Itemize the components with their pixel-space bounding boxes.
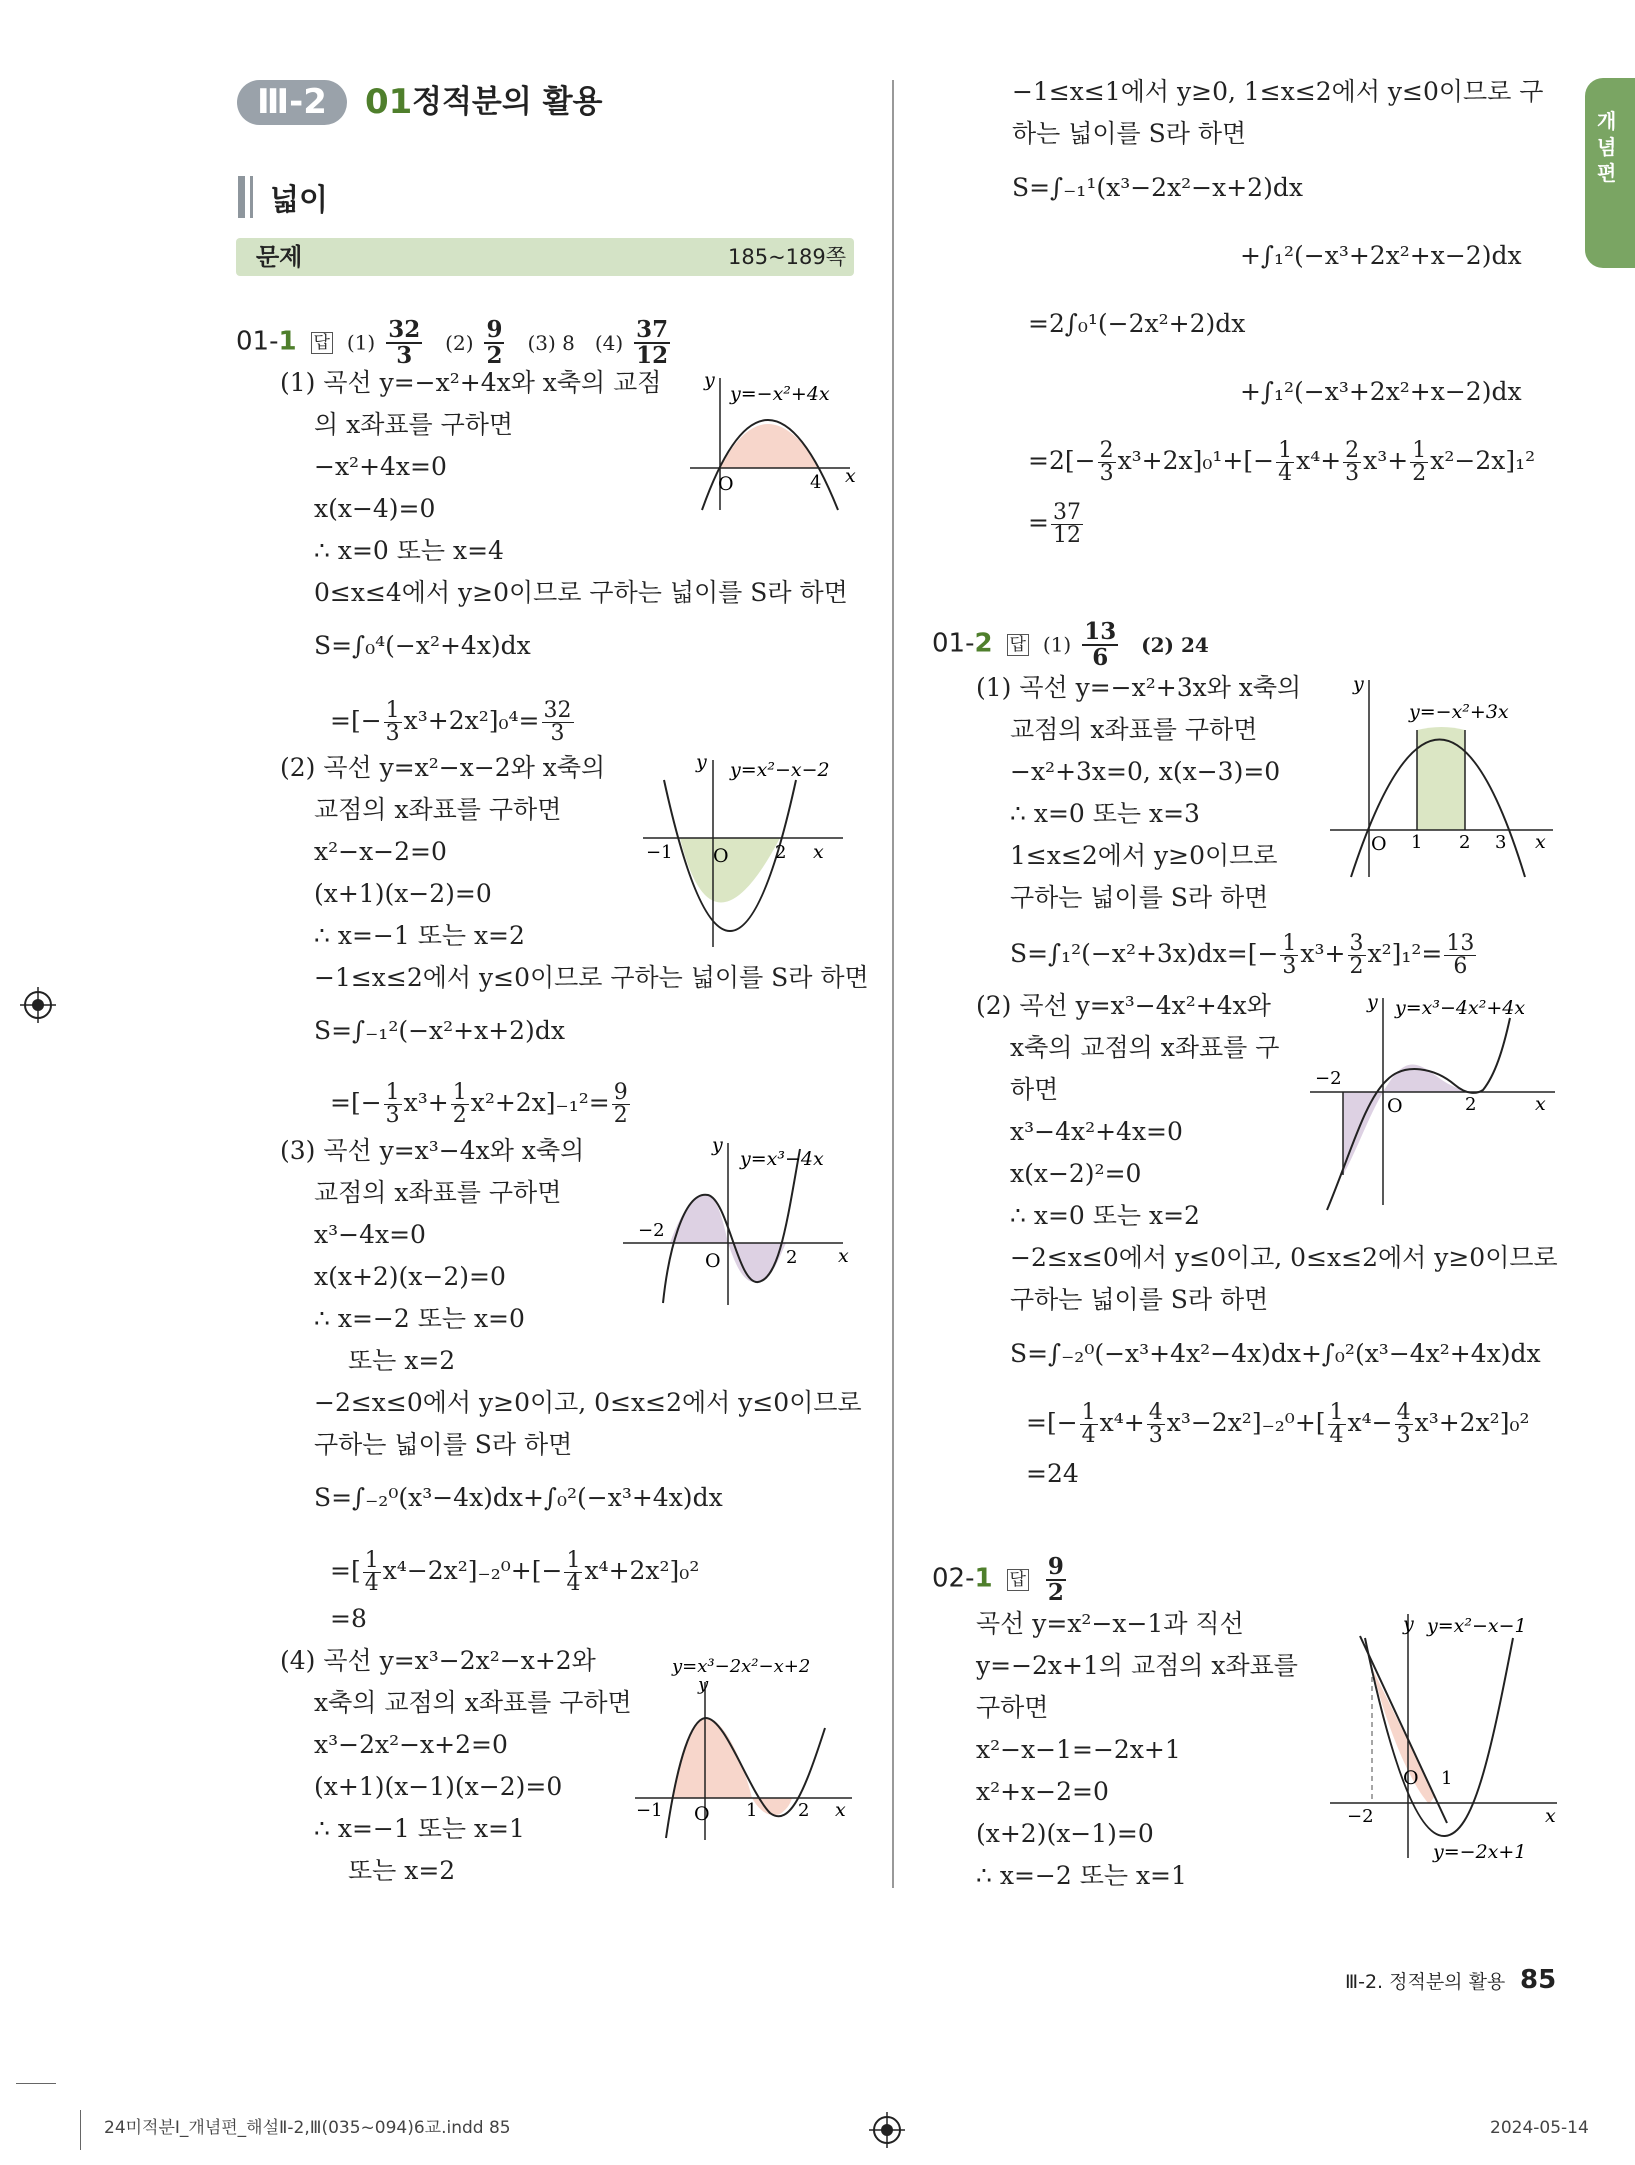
problem-01-1-header: 01-1 답 (1) $\frac{32}{3}$ (2) $\frac{9}{2}$ (3) 8 (4) $\frac{37}{12}$ — [236, 316, 669, 369]
solution-text: (4) 곡선 y=x³−2x²−x+2와 — [280, 1646, 596, 1675]
solution-text: (1) 곡선 y=−x²+4x와 x축의 교점 — [280, 368, 662, 397]
tick-label: 2 — [1459, 832, 1471, 853]
solution-text: (1) 곡선 y=−x²+3x와 x축의 — [976, 673, 1302, 702]
solution-equation: S=∫₀⁴(−x²+4x)dx — [314, 631, 531, 660]
graph-02-1 — [1325, 1608, 1570, 1873]
tick-label: 2 — [798, 1800, 810, 1821]
solution-result: =8 — [330, 1604, 367, 1633]
graph-01-2-2 — [1305, 990, 1565, 1215]
problem-bar-label: 문제 — [256, 243, 303, 271]
problem-bar-pages: 185~189쪽 — [728, 245, 847, 269]
solution-text: x축의 교점의 x좌표를 구하면 — [314, 1688, 632, 1717]
tick-label: 2 — [775, 842, 787, 863]
solution-text: ∴ x=0 또는 x=2 — [1010, 1201, 1200, 1230]
solution-text: 곡선 y=x²−x−1과 직선 — [976, 1609, 1244, 1638]
solution-text: (2) 곡선 y=x²−x−2와 x축의 — [280, 753, 606, 782]
origin-label: O — [718, 473, 734, 495]
section-marker-thin — [250, 176, 253, 218]
solution-text: 구하는 넓이를 S라 하면 — [1010, 1285, 1269, 1314]
tick-label: −1 — [636, 1800, 663, 1821]
origin-label: O — [1387, 1095, 1403, 1117]
solution-text: (x+2)(x−1)=0 — [976, 1819, 1154, 1848]
solution-text: 0≤x≤4에서 y≥0이므로 구하는 넓이를 S라 하면 — [314, 578, 848, 607]
solution-result: = $\frac{37}{12}$ — [1028, 500, 1081, 548]
tick-label: 3 — [1495, 832, 1507, 853]
solution-equation: S=∫₋₁¹(x³−2x²−x+2)dx — [1012, 173, 1303, 202]
solution-text: 하는 넓이를 S라 하면 — [1012, 119, 1247, 148]
axis-label: x — [1535, 1093, 1546, 1115]
solution-text: (x+1)(x−1)(x−2)=0 — [314, 1772, 563, 1801]
tick-label: −1 — [646, 842, 673, 863]
tick-label: 1 — [1441, 1768, 1453, 1789]
curve-label: y=x²−x−2 — [730, 759, 830, 781]
solution-text: (2) 곡선 y=x³−4x²+4x와 — [976, 991, 1271, 1020]
curve-label: y=x³−2x²−x+2 — [672, 1656, 811, 1677]
solution-equation: S=∫₁²(−x²+3x)dx=[− $\frac{1}{3}$ x³+ $\frac{3}{2}$ x²]₁²= $\frac{13}{6}$ — [1010, 931, 1475, 979]
origin-label: O — [705, 1250, 721, 1272]
axis-label: y — [696, 751, 707, 773]
solution-text: x³−4x²+4x=0 — [1010, 1117, 1183, 1146]
solution-text: ∴ x=−2 또는 x=0 — [314, 1304, 525, 1333]
solution-text: −x²+3x=0, x(x−3)=0 — [1010, 757, 1281, 786]
solution-text: x(x−2)²=0 — [1010, 1159, 1142, 1188]
graph-01-1-2 — [638, 752, 858, 952]
solution-text: −1≤x≤2에서 y≤0이므로 구하는 넓이를 S라 하면 — [314, 963, 869, 992]
solution-text: −1≤x≤1에서 y≥0, 1≤x≤2에서 y≤0이므로 구 — [1012, 77, 1544, 106]
solution-result: =24 — [1026, 1459, 1079, 1488]
solution-equation: +∫₁²(−x³+2x²+x−2)dx — [1240, 377, 1522, 406]
solution-text: y=−2x+1의 교점의 x좌표를 — [976, 1651, 1298, 1680]
origin-label: O — [1403, 1767, 1419, 1789]
solution-equation: S=∫₋₂⁰(x³−4x)dx+∫₀²(−x³+4x)dx — [314, 1483, 723, 1512]
registration-mark-icon — [18, 985, 58, 1025]
curve-label: y=x³−4x²+4x — [1395, 997, 1526, 1019]
tick-label: −2 — [1315, 1068, 1342, 1089]
solution-text: x(x+2)(x−2)=0 — [314, 1262, 506, 1291]
solution-text: 구하면 — [976, 1693, 1049, 1722]
axis-label: x — [838, 1245, 849, 1267]
solution-equation: =[− $\frac{1}{3}$ x³+ $\frac{1}{2}$ x²+2x]₋₁²= $\frac{9}{2}$ — [330, 1080, 628, 1128]
origin-label: O — [1371, 833, 1387, 855]
solution-text: x²+x−2=0 — [976, 1777, 1109, 1806]
tick-label: 2 — [786, 1247, 798, 1268]
solution-text: x축의 교점의 x좌표를 구 — [1010, 1033, 1280, 1062]
curve-label: y=x³−4x — [740, 1148, 824, 1170]
curve-label: y=−x²+4x — [730, 383, 830, 405]
curve-label: y=−x²+3x — [1409, 701, 1509, 723]
solution-text: −2≤x≤0에서 y≥0이고, 0≤x≤2에서 y≤0이므로 — [314, 1388, 862, 1417]
solution-text: x³−4x=0 — [314, 1220, 426, 1249]
tick-label: 1 — [1411, 832, 1423, 853]
print-slug-date: 2024-05-14 — [1490, 2118, 1589, 2138]
solution-text: 의 x좌표를 구하면 — [314, 410, 514, 439]
axis-label: x — [845, 465, 856, 487]
axis-label: y — [1403, 1613, 1414, 1635]
origin-label: O — [694, 1803, 710, 1825]
solution-text: 교점의 x좌표를 구하면 — [314, 1178, 562, 1207]
solution-text: ∴ x=−1 또는 x=1 — [314, 1814, 525, 1843]
solution-equation: =2∫₀¹(−2x²+2)dx — [1028, 309, 1246, 338]
solution-equation: S=∫₋₁²(−x²+x+2)dx — [314, 1016, 565, 1045]
side-tab-label: 개념편 — [1597, 109, 1617, 185]
solution-equation: S=∫₋₂⁰(−x³+4x²−4x)dx+∫₀²(x³−4x²+4x)dx — [1010, 1339, 1541, 1368]
solution-text: −x²+4x=0 — [314, 452, 447, 481]
axis-label: x — [1535, 831, 1546, 853]
section-marker — [238, 176, 245, 218]
page-title: 정적분의 활용 — [412, 84, 603, 120]
line-label: y=−2x+1 — [1433, 1841, 1527, 1863]
solution-equation: =[− $\frac{1}{4}$ x⁴+ $\frac{4}{3}$ x³−2x²]₋₂⁰+[ $\frac{1}{4}$ x⁴− $\frac{4}{3}$ x³+2x²]₀² — [1026, 1400, 1530, 1448]
problem-01-2-header: 01-2 답 (1) $\frac{13}{6}$ (2) 24 — [932, 618, 1209, 671]
tick-label: 4 — [810, 472, 822, 493]
solution-text: 구하는 넓이를 S라 하면 — [314, 1430, 573, 1459]
solution-text: 교점의 x좌표를 구하면 — [1010, 715, 1258, 744]
registration-mark-icon — [867, 2110, 907, 2150]
origin-label: O — [713, 845, 729, 867]
solution-text: −2≤x≤0에서 y≤0이고, 0≤x≤2에서 y≥0이므로 — [1010, 1243, 1558, 1272]
solution-equation: =[ $\frac{1}{4}$ x⁴−2x²]₋₂⁰+[− $\frac{1}{4}$ x⁴+2x²]₀² — [330, 1548, 700, 1596]
graph-01-1-4 — [630, 1650, 865, 1850]
axis-label: x — [1545, 1805, 1556, 1827]
tick-label: 2 — [1465, 1094, 1477, 1115]
solution-equation: =2[− $\frac{2}{3}$ x³+2x]₀¹+[− $\frac{1}{4}$ x⁴+ $\frac{2}{3}$ x³+ $\frac{1}{2}$ x²−2x]₁² — [1028, 438, 1536, 486]
solution-text: x(x−4)=0 — [314, 494, 436, 523]
axis-label: y — [1367, 991, 1378, 1013]
tick-label: 1 — [746, 1800, 758, 1821]
section-title: 넓이 — [270, 183, 328, 218]
axis-label: y — [1353, 673, 1364, 695]
axis-label: y — [712, 1134, 723, 1156]
solution-text: (3) 곡선 y=x³−4x와 x축의 — [280, 1136, 585, 1165]
solution-equation: =[− $\frac{1}{3}$ x³+2x²]₀⁴= $\frac{32}{3}$ — [330, 698, 572, 746]
graph-01-1-3 — [618, 1135, 858, 1310]
solution-text: 또는 x=2 — [348, 1856, 456, 1885]
solution-text: (x+1)(x−2)=0 — [314, 879, 492, 908]
chapter-badge: Ⅲ-2 — [237, 80, 347, 125]
page-number: 85 — [1520, 1965, 1557, 1995]
solution-equation: +∫₁²(−x³+2x²+x−2)dx — [1240, 241, 1522, 270]
section-number: 01 — [365, 82, 413, 122]
solution-text: 하면 — [1010, 1075, 1059, 1104]
footer-chapter: Ⅲ-2. 정적분의 활용 — [1345, 1971, 1506, 1993]
print-slug-file: 24미적분Ⅰ_개념편_해설Ⅱ-2,Ⅲ(035~094)6교.indd 85 — [104, 2118, 511, 2138]
axis-label: x — [813, 841, 824, 863]
axis-label: x — [835, 1799, 846, 1821]
solution-text: x²−x−1=−2x+1 — [976, 1735, 1181, 1764]
curve-label: y=x²−x−1 — [1427, 1615, 1527, 1637]
solution-text: 교점의 x좌표를 구하면 — [314, 795, 562, 824]
axis-label: y — [704, 369, 715, 391]
column-divider — [892, 80, 894, 1888]
crop-mark — [16, 2083, 56, 2084]
solution-text: 또는 x=2 — [348, 1346, 456, 1375]
solution-text: 1≤x≤2에서 y≥0이므로 — [1010, 841, 1278, 870]
solution-text: x³−2x²−x+2=0 — [314, 1730, 508, 1759]
crop-mark — [80, 2110, 81, 2150]
solution-text: 구하는 넓이를 S라 하면 — [1010, 883, 1269, 912]
tick-label: −2 — [638, 1220, 665, 1241]
problem-02-1-header: 02-1 답 $\frac{9}{2}$ — [932, 1553, 1064, 1606]
graph-01-1-1 — [680, 370, 860, 515]
solution-text: x²−x−2=0 — [314, 837, 447, 866]
solution-text: ∴ x=−1 또는 x=2 — [314, 921, 525, 950]
solution-text: ∴ x=0 또는 x=3 — [1010, 799, 1200, 828]
solution-text: ∴ x=−2 또는 x=1 — [976, 1861, 1187, 1890]
tick-label: −2 — [1347, 1806, 1374, 1827]
solution-text: ∴ x=0 또는 x=4 — [314, 536, 504, 565]
axis-label: y — [698, 1674, 709, 1695]
graph-01-2-1 — [1325, 672, 1565, 887]
